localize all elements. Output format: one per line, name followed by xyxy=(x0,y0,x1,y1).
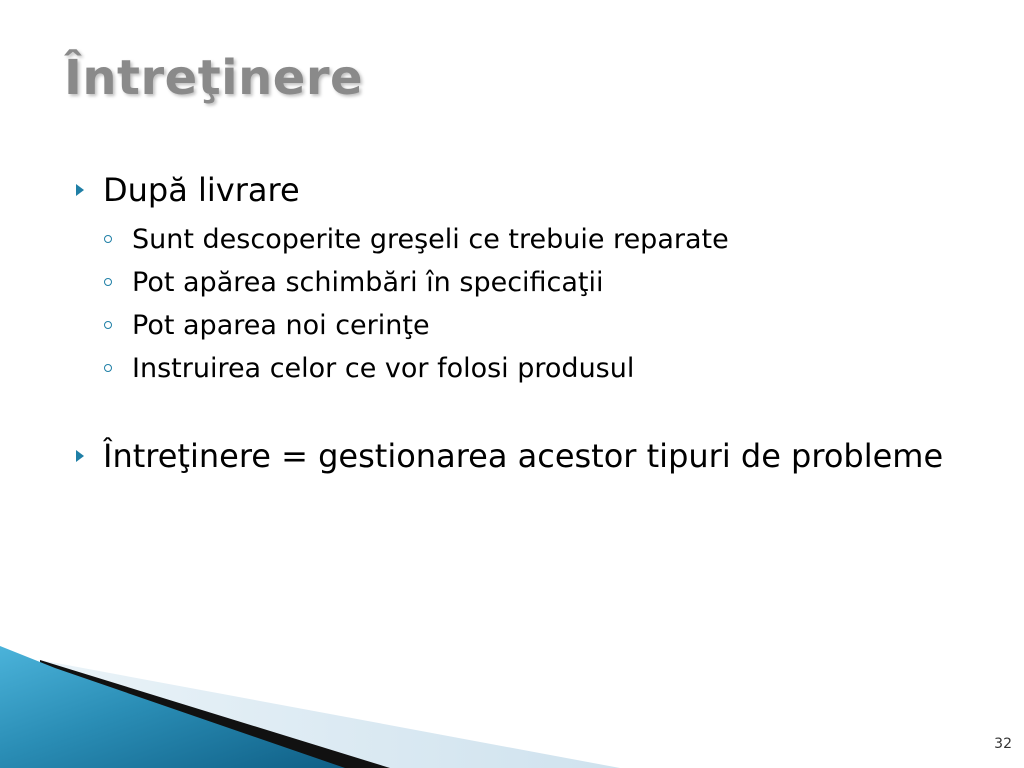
sub-bullet-text: Instruirea celor ce vor folosi produsul xyxy=(132,353,635,384)
circle-bullet-icon xyxy=(104,278,112,286)
decor-black-stripe xyxy=(40,660,390,768)
spacer xyxy=(76,390,956,434)
slide-number: 32 xyxy=(994,736,1012,752)
circle-bullet-icon xyxy=(104,364,112,372)
slide-title: Întreţinere xyxy=(64,50,364,106)
sub-bullet-text: Sunt descoperite greşeli ce trebuie reparate xyxy=(132,224,729,255)
sub-bullet-item xyxy=(104,261,956,304)
bullet-item xyxy=(76,434,956,478)
triangle-bullet-icon xyxy=(76,450,84,462)
sub-bullet-list xyxy=(76,218,956,390)
sub-bullet-text: Pot apărea schimbări în specificaţii xyxy=(132,267,604,298)
triangle-bullet-icon xyxy=(76,184,84,196)
circle-bullet-icon xyxy=(104,321,112,329)
bullet-text: Întreţinere = gestionarea acestor tipuri de probleme xyxy=(103,437,944,475)
sub-bullet-item xyxy=(104,347,956,390)
circle-bullet-icon xyxy=(104,235,112,243)
sub-bullet-item xyxy=(104,218,956,261)
sub-bullet-item xyxy=(104,304,956,347)
bullet-text: După livrare xyxy=(103,171,300,209)
decor-blue-wedge xyxy=(0,646,345,768)
decor-light-band xyxy=(40,660,620,768)
bullet-item xyxy=(76,168,956,212)
sub-bullet-text: Pot aparea noi cerinţe xyxy=(132,310,430,341)
bullet-list xyxy=(76,168,956,478)
